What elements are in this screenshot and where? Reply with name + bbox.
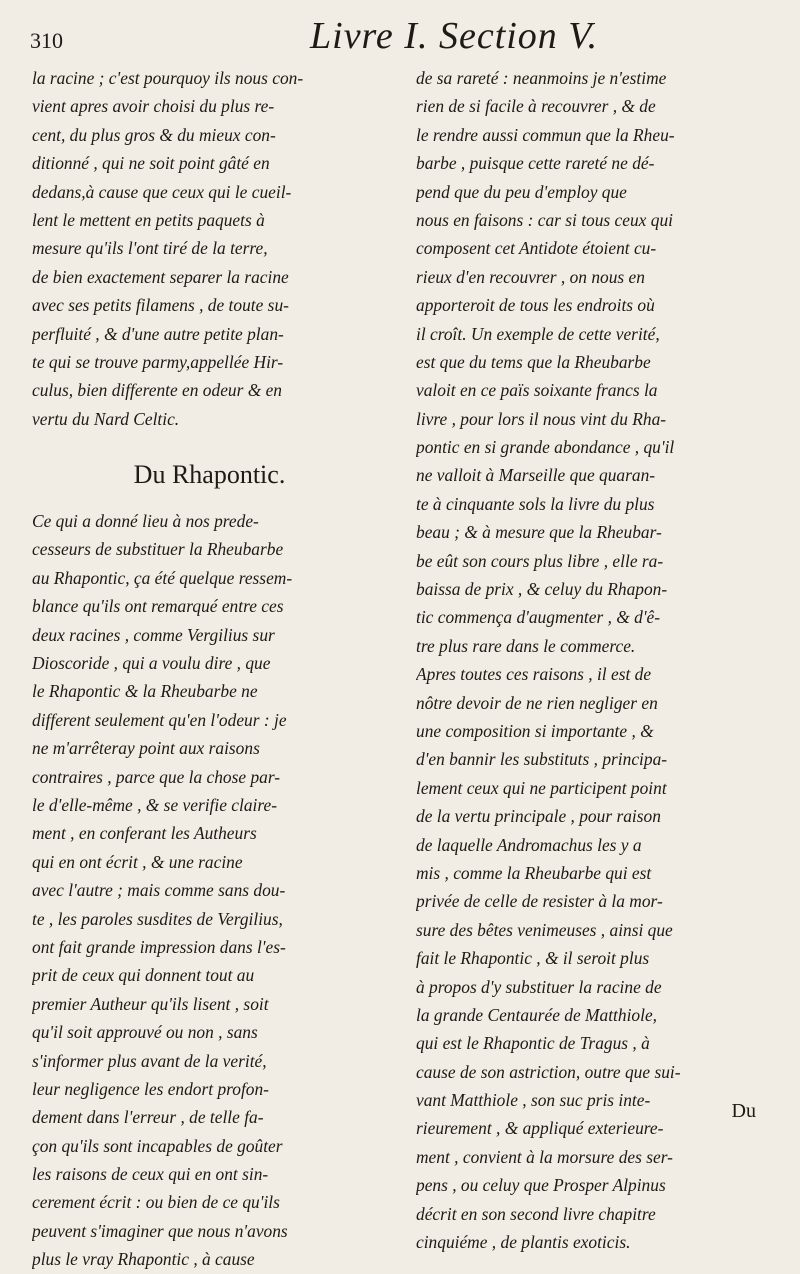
- text-line: dement dans l'erreur , de telle fa-: [32, 1107, 264, 1128]
- page-header: [30, 14, 760, 62]
- text-line: de la vertu principale , pour raison: [416, 806, 661, 827]
- text-line: plus le vray Rhapontic , à cause: [32, 1249, 255, 1270]
- text-line: la racine ; c'est pourquoy ils nous con-: [32, 68, 304, 88]
- text-line: premier Autheur qu'ils lisent , soit: [32, 993, 269, 1014]
- text-line: different seulement qu'en l'odeur : je: [32, 709, 287, 730]
- text-line: te à cinquante sols la livre du plus: [416, 493, 655, 514]
- text-line: pens , ou celuy que Prosper Alpinus: [416, 1175, 666, 1196]
- text-line: rieux d'en recouvrer , on nous en: [416, 266, 645, 287]
- text-line: blance qu'ils ont remarqué entre ces: [32, 596, 284, 617]
- text-line: il croît. Un exemple de cette verité,: [416, 323, 660, 344]
- text-line: ont fait grande impression dans l'es-: [32, 936, 286, 957]
- text-line: deux racines , comme Vergilius sur: [32, 624, 275, 645]
- text-line: vertu du Nard Celtic.: [32, 408, 180, 429]
- text-line: est que du tems que la Rheubarbe: [416, 351, 651, 372]
- text-line: avec ses petits filamens , de toute su-: [32, 295, 289, 316]
- text-line: tre plus rare dans le commerce.: [416, 635, 636, 656]
- text-line: perfluité , & d'une autre petite plan-: [32, 323, 284, 344]
- text-line: la grande Centaurée de Matthiole,: [416, 1004, 658, 1025]
- text-line: ne valloit à Marseille que quaran-: [416, 465, 656, 486]
- text-line: cerement écrit : ou bien de ce qu'ils: [32, 1192, 280, 1213]
- text-line: le d'elle-même , & se verifie claire-: [32, 794, 277, 815]
- text-line: barbe , puisque cette rareté ne dé-: [416, 153, 655, 174]
- text-line: leur negligence les endort profon-: [32, 1078, 269, 1099]
- text-line: tic commença d'augmenter , & d'ê-: [416, 607, 661, 628]
- text-line: mis , comme la Rheubarbe qui est: [416, 862, 652, 883]
- text-line: Apres toutes ces raisons , il est de: [416, 664, 652, 685]
- text-line: fait le Rhapontic , & il seroit plus: [416, 948, 650, 969]
- text-line: prit de ceux qui donnent tout au: [32, 965, 255, 986]
- text-line: mesure qu'ils l'ont tiré de la terre,: [32, 238, 268, 259]
- text-line: apporteroit de tous les endroits où: [416, 295, 655, 316]
- text-line: Dioscoride , qui a voulu dire , que: [32, 653, 271, 674]
- text-line: rieurement , & appliqué exterieure-: [416, 1118, 664, 1139]
- left-column: [32, 64, 387, 1274]
- running-head: Livre I. Section V.: [310, 15, 599, 57]
- paragraph-nard: [32, 64, 387, 433]
- text-line: be eût son cours plus libre , elle ra-: [416, 550, 664, 571]
- text-line: culus, bien differente en odeur & en: [32, 380, 283, 401]
- paragraph-rhapontic: [32, 507, 387, 1274]
- text-line: cent, du plus gros & du mieux con-: [32, 124, 276, 145]
- text-line: le Rhapontic & la Rheubarbe ne: [32, 681, 258, 702]
- text-line: vant Matthiole , son suc pris inte-: [416, 1090, 651, 1111]
- text-line: le rendre aussi commun que la Rheu-: [416, 124, 675, 145]
- text-line: beau ; & à mesure que la Rheubar-: [416, 522, 662, 543]
- text-line: sure des bêtes venimeuses , ainsi que: [416, 919, 673, 940]
- paragraph-continuation: [416, 64, 771, 1256]
- text-line: ment , convient à la morsure des ser-: [416, 1146, 673, 1167]
- text-line: contraires , parce que la chose par-: [32, 766, 281, 787]
- text-line: de laquelle Andromachus les y a: [416, 834, 642, 855]
- text-line: une composition si importante , &: [416, 720, 654, 741]
- text-line: de bien exactement separer la racine: [32, 266, 289, 287]
- text-line: lent le mettent en petits paquets à: [32, 209, 265, 230]
- text-line: baissa de prix , & celuy du Rhapon-: [416, 579, 668, 600]
- text-line: cinquiéme , de plantis exoticis.: [416, 1232, 631, 1253]
- text-line: pontic en si grande abondance , qu'il: [416, 437, 675, 458]
- text-line: ne m'arrêteray point aux raisons: [32, 738, 260, 759]
- text-line: Ce qui a donné lieu à nos prede-: [32, 511, 259, 532]
- text-line: qui est le Rhapontic de Tragus , à: [416, 1033, 650, 1054]
- text-line: lement ceux qui ne participent point: [416, 777, 667, 798]
- text-line: s'informer plus avant de la verité,: [32, 1050, 267, 1071]
- text-line: qu'il soit approuvé ou non , sans: [32, 1022, 258, 1043]
- text-line: d'en bannir les substituts , principa-: [416, 749, 668, 770]
- text-line: te qui se trouve parmy,appellée Hir-: [32, 351, 284, 372]
- page-number: 310: [30, 28, 63, 53]
- text-line: privée de celle de resister à la mor-: [416, 891, 663, 912]
- text-line: çon qu'ils sont incapables de goûter: [32, 1135, 283, 1156]
- text-line: qui en ont écrit , & une racine: [32, 851, 243, 872]
- text-line: décrit en son second livre chapitre: [416, 1203, 656, 1224]
- text-line: peuvent s'imaginer que nous n'avons: [32, 1220, 288, 1241]
- text-line: à propos d'y substituer la racine de: [416, 976, 662, 997]
- text-line: ditionné , qui ne soit point gâté en: [32, 153, 270, 174]
- catchword: Du: [731, 1100, 756, 1122]
- text-line: nôtre devoir de ne rien negliger en: [416, 692, 658, 713]
- text-line: vient apres avoir choisi du plus re-: [32, 96, 275, 117]
- text-line: ment , en conferant les Autheurs: [32, 823, 257, 844]
- text-line: cause de son astriction, outre que sui-: [416, 1061, 681, 1082]
- text-line: composent cet Antidote étoient cu-: [416, 238, 657, 259]
- text-line: nous en faisons : car si tous ceux qui: [416, 209, 673, 230]
- text-line: les raisons de ceux qui en ont sin-: [32, 1164, 269, 1185]
- text-line: avec l'autre ; mais comme sans dou-: [32, 880, 286, 901]
- text-line: pend que du peu d'employ que: [416, 181, 627, 202]
- right-column: [416, 64, 771, 1256]
- text-line: dedans,à cause que ceux qui le cueil-: [32, 181, 292, 202]
- text-line: au Rhapontic, ça été quelque ressem-: [32, 567, 293, 588]
- section-heading: Du Rhapontic.: [133, 460, 286, 490]
- text-line: valoit en ce païs soixante francs la: [416, 380, 658, 401]
- text-line: rien de si facile à recouvrer , & de: [416, 96, 656, 117]
- text-line: de sa rareté : neanmoins je n'estime: [416, 68, 667, 88]
- text-line: livre , pour lors il nous vint du Rha-: [416, 408, 667, 429]
- text-line: te , les paroles susdites de Vergilius,: [32, 908, 283, 929]
- text-line: cesseurs de substituer la Rheubarbe: [32, 539, 284, 560]
